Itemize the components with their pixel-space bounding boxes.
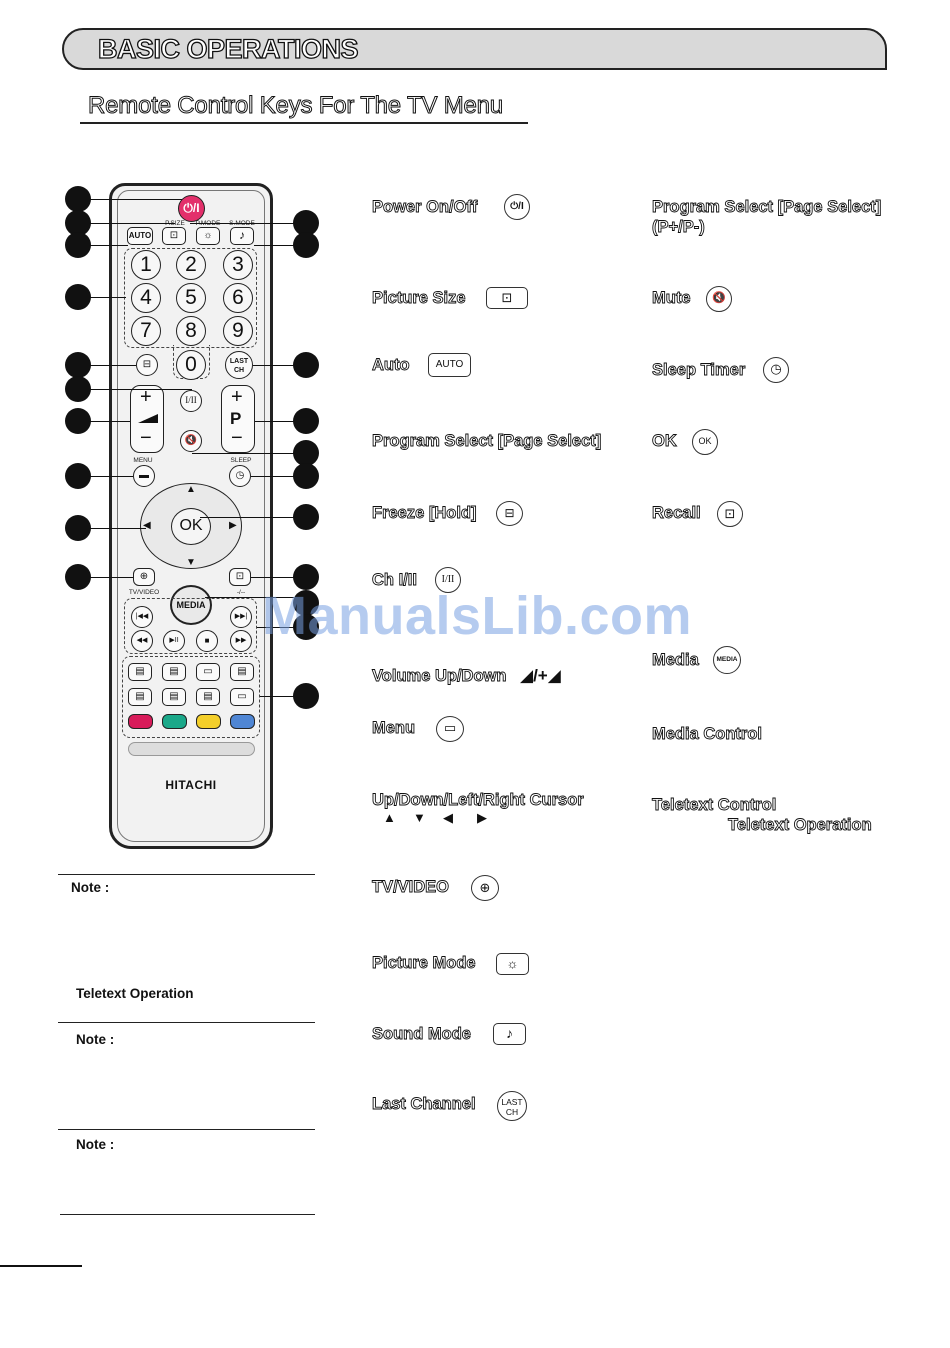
number-key-0: 0 [176,350,206,380]
function-label: Auto [372,356,410,374]
function-label: Program Select [Page Select] [372,432,602,450]
function-label: Sound Mode [372,1025,471,1043]
callout-marker [65,352,91,378]
function-label: Up/Down/Left/Right Cursor [372,791,584,809]
callout-leader [90,365,136,366]
mute-icon: 🔇 [706,286,732,312]
yellow-key [196,714,221,729]
function-label: Program Select [Page Select] [652,198,882,216]
number-key-7: 7 [131,316,161,346]
subtitle-underline [80,122,528,124]
note-divider [58,1022,315,1023]
sound-mode-icon: ♪ [493,1023,526,1045]
callout-leader [90,245,128,246]
picture-size-icon: ⊡ [486,287,528,309]
ch-i-ii-icon: I/II [435,567,461,593]
auto-icon: AUTO [428,353,471,377]
callout-marker [65,564,91,590]
teletext-subpage-icon: ▤ [230,663,254,681]
ir-window [128,742,255,756]
mute-icon: 🔇 [180,430,202,452]
rewind-icon: ◀◀ [131,630,153,652]
sound-mode-icon: ♪ [230,227,254,245]
cursor-up-icon: ▲ [383,810,396,825]
freeze-icon: ⊟ [136,354,158,376]
number-key-5: 5 [176,283,206,313]
callout-leader [90,528,146,529]
function-label: Picture Mode [372,954,476,972]
function-label: Last Channel [372,1095,476,1113]
function-label: Media Control [652,725,762,743]
callout-leader [254,245,294,246]
recall-icon: ⊡ [717,501,743,527]
function-label: Teletext Control [652,796,777,814]
callout-marker [65,376,91,402]
teletext-cancel-icon: ▭ [196,663,220,681]
callout-marker [65,232,91,258]
tv-video-icon: ⊕ [133,568,155,586]
cursor-up-icon: ▲ [186,484,196,495]
number-key-6: 6 [223,283,253,313]
last-ch-key: LAST CH [225,351,253,379]
callout-marker [293,504,319,530]
cursor-right-icon: ▶ [229,520,237,531]
menu-icon: ▬ [133,465,155,487]
callout-marker [65,515,91,541]
note-label: Note : [76,1137,115,1152]
note-divider [58,1129,315,1130]
remote-brand-logo: HITACHI [165,778,217,792]
sleep-label: SLEEP [230,457,252,464]
dash-label: -/-- [236,589,246,596]
callout-leader [90,421,130,422]
program-plus: + [231,386,243,408]
green-key [162,714,187,729]
cursor-down-icon: ▼ [413,810,426,825]
media-icon: MEDIA [713,646,741,674]
callout-marker [65,408,91,434]
teletext-key-icon: ▤ [128,663,152,681]
number-key-3: 3 [223,250,253,280]
previous-icon: |◀◀ [131,606,153,628]
red-key [128,714,153,729]
function-label: Picture Size [372,289,466,307]
stop-icon: ■ [196,630,218,652]
number-key-9: 9 [223,316,253,346]
volume-plus: + [140,386,152,408]
fast-forward-icon: ▶▶ [230,630,252,652]
picture-size-icon: ⊡ [162,227,186,245]
cursor-left-icon: ◀ [143,520,151,531]
teletext-operation-label: Teletext Operation [76,986,194,1001]
function-label: Media [652,651,699,669]
note-label: Note : [76,1032,115,1047]
section-subtitle: Remote Control Keys For The TV Menu [88,92,503,119]
callout-leader [90,223,175,224]
blue-key [230,714,255,729]
ch-i-ii-key: I/II [180,390,202,412]
callout-leader [90,389,192,390]
teletext-subtitle-icon: ▭ [230,688,254,706]
ok-key: OK [171,508,211,545]
volume-icon: ◢/+◢ [520,666,561,685]
callout-leader [255,421,294,422]
power-icon: ⏻/I [178,195,205,222]
menu-label: MENU [133,457,153,464]
media-key: MEDIA [170,585,212,625]
callout-marker [65,284,91,310]
teletext-index-icon: ▤ [128,688,152,706]
function-label: Menu [372,719,416,737]
tvvideo-label: TV/VIDEO [128,589,160,596]
callout-marker [65,463,91,489]
callout-leader [251,476,294,477]
callout-leader [192,453,294,454]
function-label-line2: Teletext Operation [728,816,872,834]
picture-mode-icon: ☼ [196,227,220,245]
function-label: Freeze [Hold] [372,504,477,522]
function-label: Volume Up/Down [372,667,507,685]
footer-rule [0,1265,82,1267]
callout-leader [190,223,294,224]
callout-marker [293,352,319,378]
number-key-8: 8 [176,316,206,346]
program-p-label: P [230,409,242,428]
volume-ramp-icon [138,414,158,423]
callout-leader [90,297,126,298]
callout-marker [293,408,319,434]
teletext-size-icon: ▤ [196,688,220,706]
number-key-4: 4 [131,283,161,313]
pmode-label: P.MODE [195,220,221,227]
watermark: ManualsLib.com [262,586,693,646]
function-label: TV/VIDEO [372,878,450,896]
teletext-reveal-icon: ▤ [162,688,186,706]
callout-leader [251,577,294,578]
function-label: Ch I/II [372,571,417,589]
last-channel-icon: LAST CH [497,1091,527,1121]
play-pause-icon: ▶II [163,630,185,652]
callout-marker [293,232,319,258]
freeze-icon: ⊟ [496,501,523,526]
psize-label: P.SIZE [165,220,185,227]
function-label: Mute [652,289,691,307]
power-icon: ⏻/I [504,194,530,220]
menu-icon: ▭ [436,716,464,742]
picture-mode-icon: ☼ [496,953,529,975]
smode-label: S.MODE [229,220,255,227]
note-label: Note : [71,880,110,895]
function-label: Sleep Timer [652,361,746,379]
callout-leader [90,476,133,477]
callout-leader [90,199,182,200]
callout-marker [65,186,91,212]
sleep-icon: ◷ [763,357,789,383]
callout-marker [293,463,319,489]
tv-video-icon: ⊕ [471,875,499,901]
callout-marker [293,683,319,709]
function-label: OK [652,432,677,450]
number-key-2: 2 [176,250,206,280]
next-icon: ▶▶| [230,606,252,628]
recall-icon: ⊡ [229,568,251,586]
callout-leader [90,577,133,578]
function-label-line2: (P+/P-) [652,218,705,236]
sleep-icon: ◷ [229,465,251,487]
page-title: BASIC OPERATIONS [98,34,359,64]
number-key-1: 1 [131,250,161,280]
note-divider [60,1214,315,1215]
note-divider [58,874,315,875]
auto-key: AUTO [127,227,153,245]
callout-leader [260,696,294,697]
callout-leader [253,365,294,366]
teletext-mix-icon: ▤ [162,663,186,681]
function-label: Power On/Off [372,198,478,216]
ok-icon: OK [692,429,718,455]
callout-leader [200,517,294,518]
cursor-right-icon: ▶ [477,810,487,825]
program-minus: − [231,427,243,449]
cursor-down-icon: ▼ [186,557,196,568]
function-label: Recall [652,504,701,522]
cursor-left-icon: ◀ [443,810,453,825]
volume-minus: − [140,427,152,449]
